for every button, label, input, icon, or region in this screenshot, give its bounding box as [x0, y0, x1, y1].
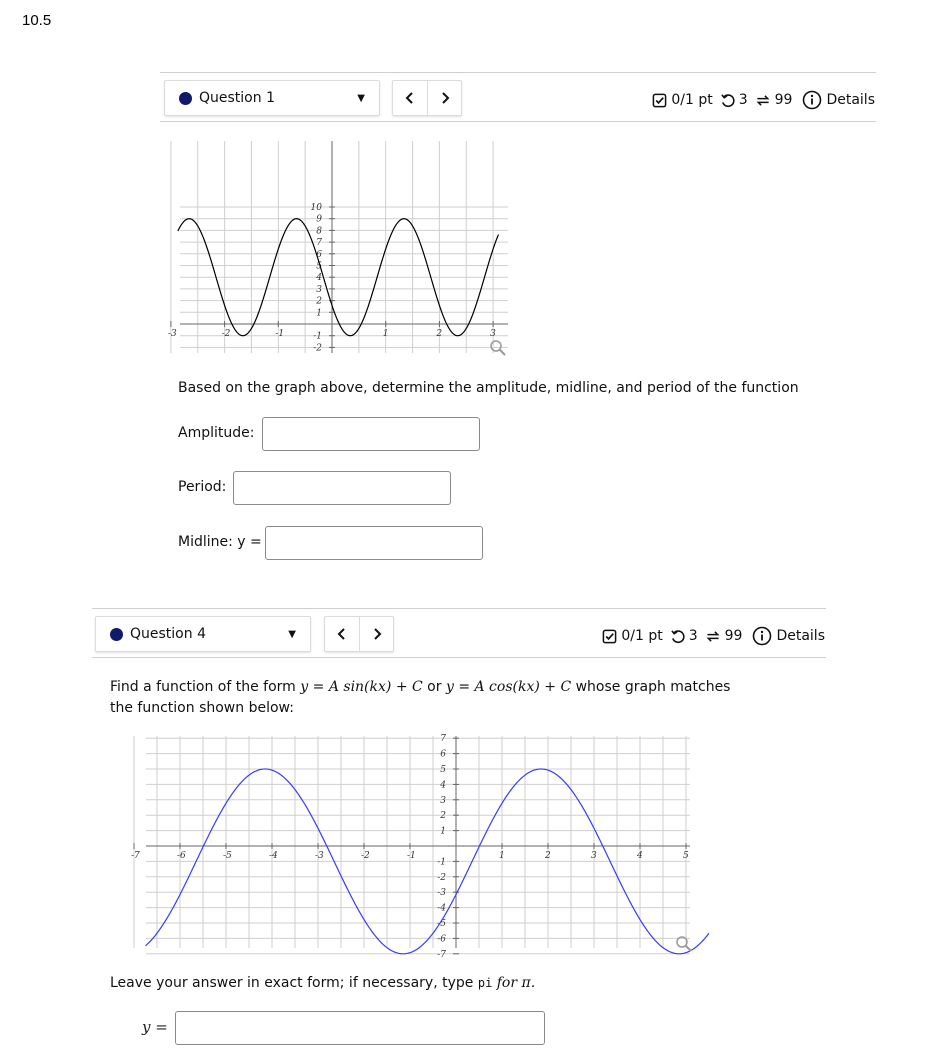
- info-icon[interactable]: [802, 90, 822, 110]
- q4-answer-input[interactable]: [175, 1011, 545, 1045]
- x-tick-label: 2: [545, 851, 551, 861]
- x-tick-label: 5: [683, 851, 689, 861]
- x-tick-label: -1: [407, 851, 416, 861]
- y-tick-label: 3: [316, 284, 322, 295]
- y-tick-label: 5: [440, 765, 446, 775]
- q4-next-button[interactable]: [359, 617, 393, 651]
- q4-prev-button[interactable]: [325, 617, 359, 651]
- y-tick-label: 4: [440, 780, 446, 791]
- q1-grid: [171, 141, 508, 353]
- checkbox-icon: [602, 629, 617, 644]
- q1-status-dot: [179, 92, 192, 105]
- period-input[interactable]: [233, 471, 451, 505]
- q4-prompt-line2: the function shown below:: [110, 700, 294, 716]
- q4-prompt: [110, 677, 810, 719]
- q4-status-bar: [602, 626, 825, 646]
- formula-cos: y = A cos(kx) + C: [445, 679, 572, 695]
- q1-y-tick-labels: [311, 203, 323, 353]
- y-tick-label: 10: [310, 203, 322, 213]
- q4-selector-label: Question 4: [130, 626, 206, 642]
- q1-details-link[interactable]: Details: [826, 92, 875, 108]
- q4-attempts: 99: [724, 628, 743, 644]
- chevron-right-icon: [372, 628, 382, 640]
- y-tick-label: 8: [316, 226, 322, 237]
- q4-answer-label: y =: [142, 1018, 168, 1036]
- q4-grid: [134, 736, 690, 954]
- y-tick-label: 6: [440, 749, 446, 760]
- q1-nav-group: [392, 80, 462, 116]
- q1-top-divider: [160, 72, 876, 73]
- q4-graph: [131, 730, 698, 960]
- q4-instruction-before: Leave your answer in exact form; if necessary, type: [110, 975, 474, 991]
- period-label: Period:: [178, 479, 227, 495]
- x-tick-label: -6: [177, 851, 186, 861]
- q4-prompt-before: Find a function of the form: [110, 679, 296, 695]
- q1-axes: [171, 141, 508, 353]
- q4-status-dot: [110, 628, 123, 641]
- x-tick-label: -2: [221, 329, 231, 339]
- x-tick-label: 4: [637, 851, 643, 861]
- q4-retries: 3: [688, 628, 698, 644]
- q1-header-divider: [160, 121, 876, 122]
- checkbox-icon: [652, 93, 667, 108]
- x-tick-label: -1: [275, 329, 285, 339]
- y-tick-label: -2: [313, 343, 322, 354]
- q4-score: 0/1 pt: [621, 628, 663, 644]
- y-tick-label: 3: [440, 795, 446, 806]
- x-tick-label: -3: [315, 851, 324, 861]
- y-tick-label: -1: [437, 857, 446, 868]
- y-tick-label: 2: [316, 296, 322, 307]
- retry-icon: [670, 629, 685, 644]
- y-tick-label: 2: [440, 811, 446, 822]
- q1-selector-label: Question 1: [199, 90, 275, 106]
- q1-retries: 3: [738, 92, 748, 108]
- q4-top-divider: [92, 608, 826, 609]
- x-tick-label: 2: [436, 329, 443, 339]
- q1-question-selector[interactable]: [164, 80, 380, 116]
- q4-instruction: [110, 975, 535, 991]
- formula-sin: y = A sin(kx) + C: [300, 679, 423, 695]
- x-tick-label: 1: [382, 329, 389, 339]
- chevron-down-icon: ▼: [288, 628, 296, 640]
- y-tick-label: 1: [440, 826, 446, 837]
- midline-label: Midline: y =: [178, 534, 262, 550]
- y-tick-label: -1: [313, 331, 322, 342]
- x-tick-label: 1: [499, 851, 505, 861]
- amplitude-label: Amplitude:: [178, 425, 255, 441]
- attempts-icon: [705, 629, 721, 644]
- chevron-left-icon: [405, 92, 415, 104]
- q4-instruction-code: pi: [477, 976, 493, 990]
- y-tick-label: 7: [316, 238, 322, 249]
- x-tick-label: -5: [223, 851, 232, 861]
- q4-prompt-or: or: [427, 679, 442, 695]
- y-tick-label: 9: [316, 214, 322, 225]
- y-tick-label: -7: [437, 949, 446, 960]
- chevron-down-icon: ▼: [357, 92, 365, 104]
- y-tick-label: -3: [437, 888, 446, 899]
- page-label: 10.5: [22, 12, 52, 29]
- y-tick-label: 4: [316, 273, 322, 284]
- y-tick-label: 1: [316, 308, 322, 319]
- q1-score: 0/1 pt: [671, 92, 713, 108]
- q4-header-divider: [92, 657, 826, 658]
- y-tick-label: 7: [440, 734, 446, 745]
- x-tick-label: -2: [361, 851, 370, 861]
- retry-icon: [720, 93, 735, 108]
- y-tick-label: -6: [437, 934, 446, 945]
- zoom-icon[interactable]: [677, 937, 691, 951]
- q1-next-button[interactable]: [427, 81, 461, 115]
- midline-input[interactable]: [265, 526, 483, 560]
- attempts-icon: [755, 93, 771, 108]
- y-tick-label: 5: [316, 261, 322, 272]
- chevron-right-icon: [440, 92, 450, 104]
- y-tick-label: -4: [437, 903, 446, 914]
- x-tick-label: -3: [167, 329, 177, 339]
- chevron-left-icon: [337, 628, 347, 640]
- x-tick-label: 3: [490, 329, 496, 339]
- q4-instruction-after: for π.: [496, 975, 536, 991]
- x-tick-label: -4: [269, 851, 278, 861]
- q1-graph: [167, 135, 515, 360]
- y-tick-label: -5: [437, 919, 446, 929]
- x-tick-label: -7: [131, 851, 140, 861]
- y-tick-label: -2: [437, 872, 446, 883]
- q1-status-bar: [652, 90, 875, 110]
- q1-prompt: Based on the graph above, determine the amplitude, midline, and period of the function: [178, 380, 799, 396]
- q4-question-selector[interactable]: [95, 616, 311, 652]
- amplitude-input[interactable]: [262, 417, 480, 451]
- q4-nav-group: [324, 616, 394, 652]
- x-tick-label: 3: [591, 851, 597, 861]
- info-icon[interactable]: [752, 626, 772, 646]
- q4-details-link[interactable]: Details: [776, 628, 825, 644]
- q1-prev-button[interactable]: [393, 81, 427, 115]
- q1-attempts: 99: [774, 92, 793, 108]
- q4-prompt-after: whose graph matches: [575, 679, 731, 695]
- y-tick-label: 6: [316, 249, 322, 260]
